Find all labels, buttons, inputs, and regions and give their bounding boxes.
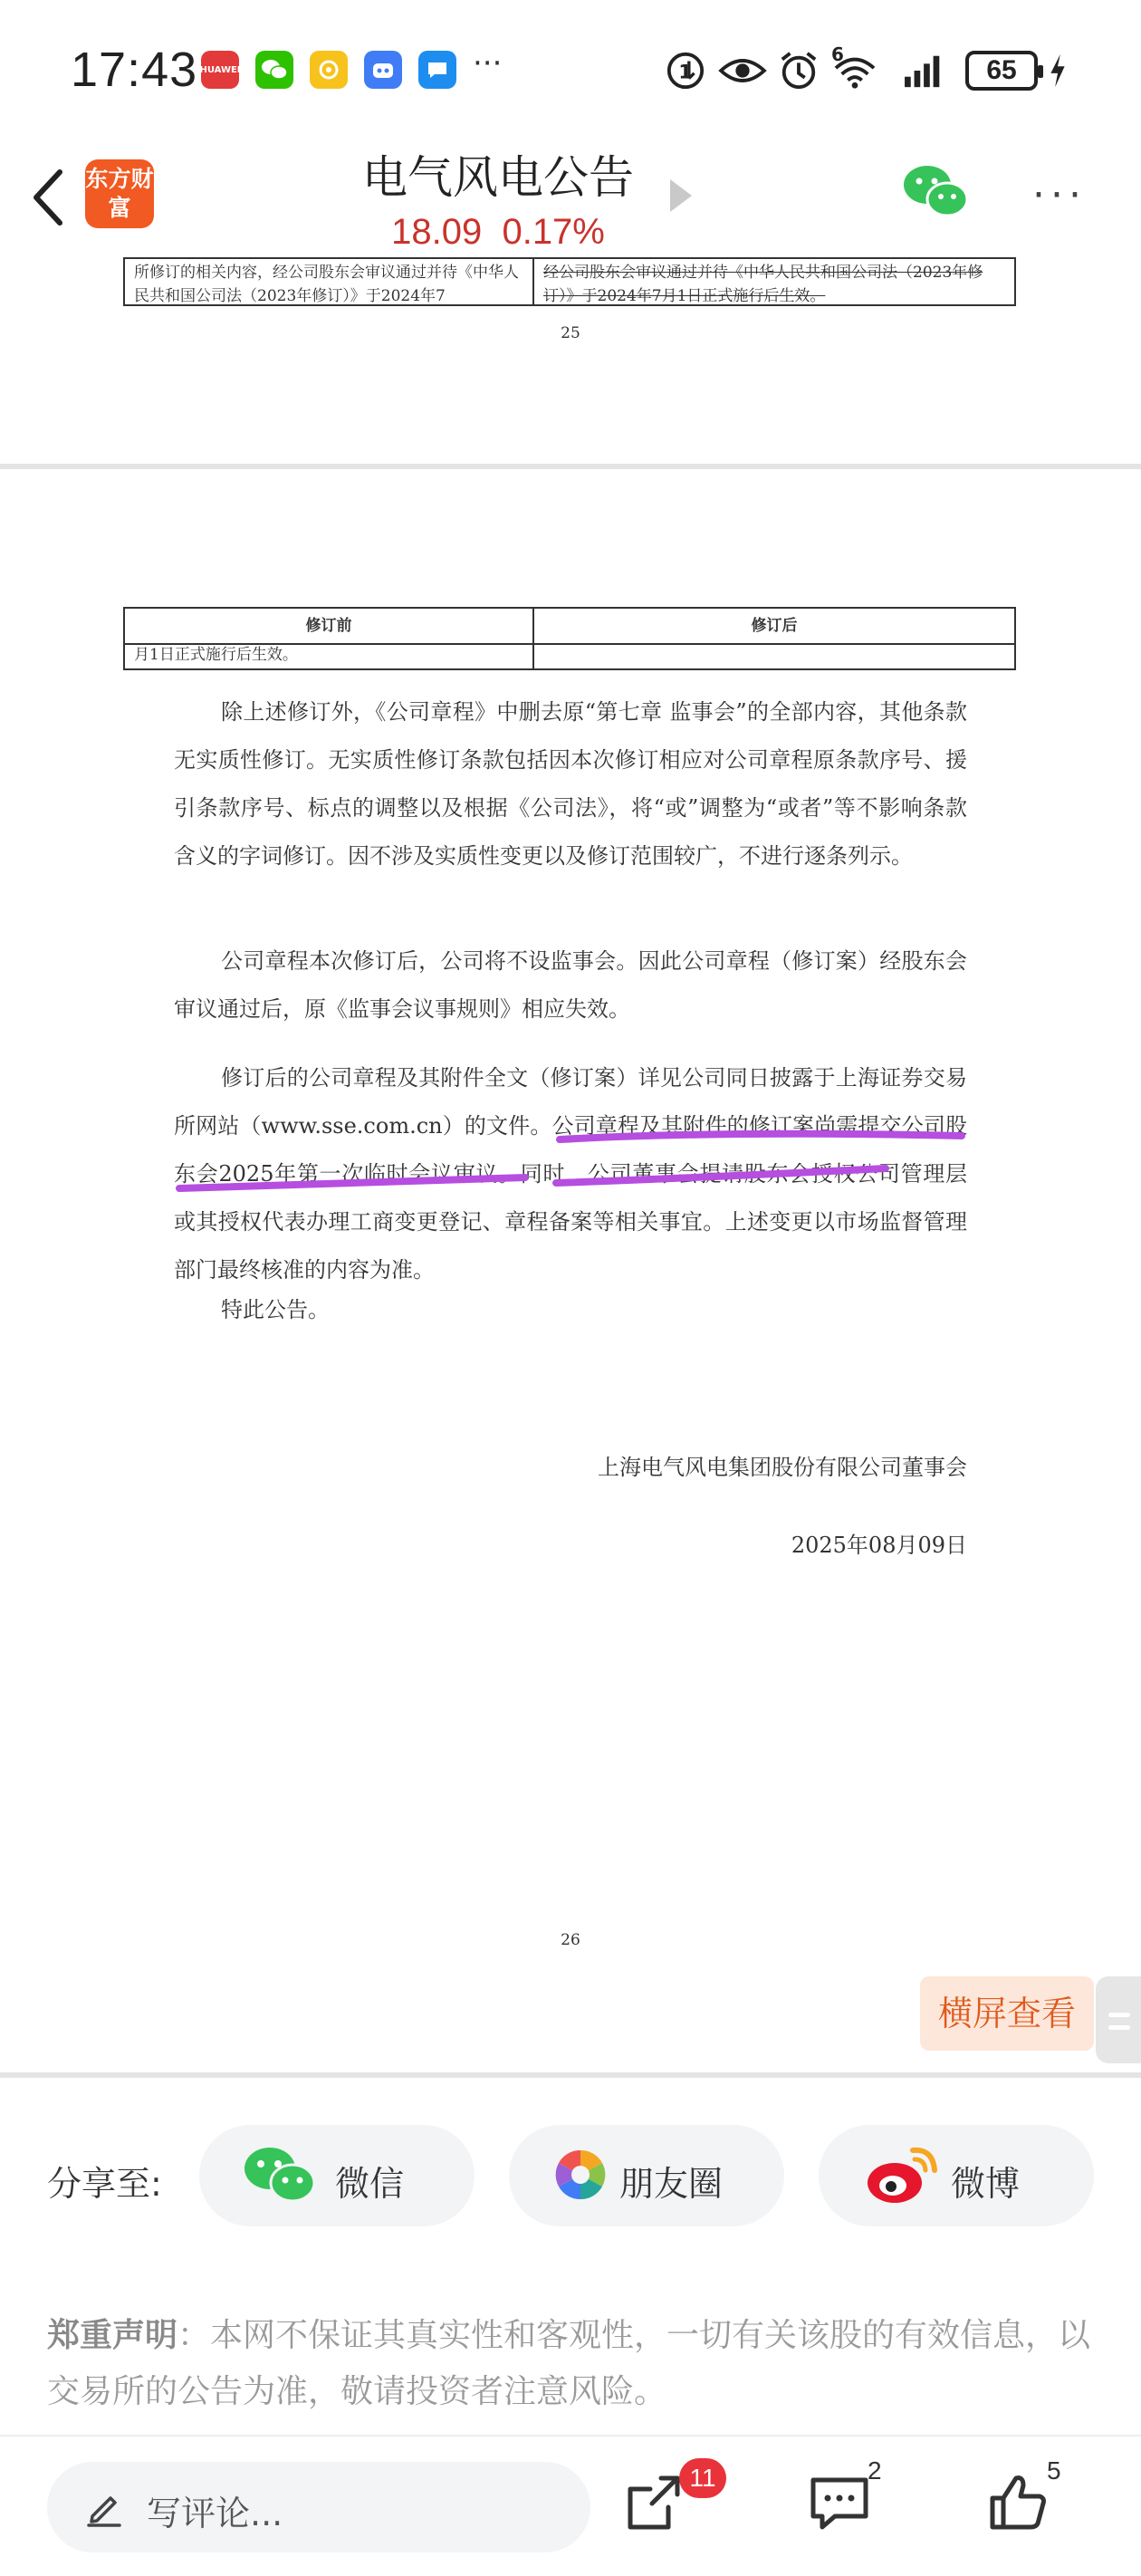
- battery-indicator: 65: [965, 51, 1038, 91]
- stock-title-block[interactable]: [326, 141, 670, 253]
- paragraph: 修订后的公司章程及其附件全文（修订案）详见公司同日披露于上海证券交易所网站（www.sse.com.cn）的文件。公司章程及其附件的修订案尚需提交公司股东会2025年第一次临时会议审议。同时，公司董事会提请股东会授权公司管理层或其授权代表办理工商变更登记、章程备案等相关事宜。上述变更以市场监督管理部门最终核准的内容为准。: [174, 1065, 967, 1283]
- share-moments-button[interactable]: [509, 2125, 784, 2226]
- page-divider: [0, 2072, 1141, 2078]
- table-cell-after: [534, 641, 1014, 670]
- back-arrow-icon[interactable]: [24, 161, 78, 234]
- app-header: [0, 136, 1141, 263]
- paragraph: 公司章程本次修订后，公司将不设监事会。因此公司章程（修订案）经股东会审议通过后，原《监事会议事规则》相应失效。: [174, 948, 967, 1022]
- like-count: 5: [1047, 2456, 1061, 2485]
- like-icon[interactable]: [987, 2471, 1050, 2534]
- wechat-app-icon: [255, 51, 293, 89]
- paragraph: 除上述修订外，《公司章程》中删去原“第七章 监事会”的全部内容，其他条款无实质性修订。无实质性修订条款包括因本次修订相应对公司章程原条款序号、援引条款序号、标点的调整以及根据《公司法》，将“或”调整为“或者”等不影响条款含义的字词修订。因不涉及实质性变更以及修订范围较广，不进行逐条列示。: [174, 699, 967, 869]
- announcement-date: 2025年08月09日: [791, 1533, 967, 1558]
- network-type-label: 6: [831, 43, 844, 65]
- side-drawer-handle[interactable]: [1096, 1976, 1141, 2063]
- quote-arrow-icon[interactable]: [670, 179, 692, 212]
- signature: 上海电气风电集团股份有限公司董事会: [598, 1455, 967, 1480]
- table-cell-after: 经公司股东会审议通过并待《中华人民共和国公司法（2023年修订）》于2024年7月1日正式施行后生效。: [543, 264, 983, 304]
- share-weibo-label: 微博: [951, 2164, 1021, 2204]
- charging-icon: [1047, 51, 1069, 91]
- comment-count: 2: [868, 2456, 882, 2485]
- more-notifications-icon: ···: [473, 45, 503, 82]
- status-time: 17:43: [71, 43, 198, 97]
- revision-table: [123, 607, 1016, 670]
- svg-text:1: 1: [678, 60, 692, 83]
- weibo-icon: [864, 2143, 940, 2206]
- bottom-action-bar: [0, 2435, 1141, 2576]
- table-header-after: 修订后: [751, 617, 798, 635]
- paragraph: 特此公告。: [221, 1297, 330, 1322]
- share-wechat-button[interactable]: [199, 2125, 475, 2226]
- more-menu-icon[interactable]: ···: [1032, 172, 1087, 218]
- share-wechat-label: 微信: [335, 2164, 405, 2204]
- revision-table-top: [123, 257, 1016, 306]
- moments-icon: [551, 2145, 610, 2205]
- message-app-icon: [418, 51, 456, 89]
- eastmoney-logo[interactable]: 东方财富: [85, 159, 154, 228]
- share-icon[interactable]: [621, 2471, 685, 2534]
- status-bar: [0, 0, 1141, 136]
- table-cell-before: 月1日正式施行后生效。: [134, 646, 298, 664]
- table-header-before: 修订前: [305, 617, 352, 635]
- page-divider: [0, 464, 1141, 469]
- alarm-icon: [777, 51, 820, 91]
- announcement-document[interactable]: [0, 263, 1141, 2079]
- disclaimer-title: 郑重声明: [47, 2317, 178, 2354]
- table-cell-before: 所修订的相关内容，经公司股东会审议通过并待《中华人民共和国公司法（2023年修订）》于2024年7: [134, 264, 519, 304]
- wechat-icon: [243, 2145, 317, 2205]
- stock-change: 0.17%: [502, 212, 605, 252]
- landscape-view-button[interactable]: 横屏查看: [920, 1976, 1094, 2051]
- data-saver-icon: [665, 51, 706, 91]
- stock-quote: [326, 212, 670, 253]
- comment-input[interactable]: [47, 2462, 590, 2552]
- share-count-badge: 11: [679, 2458, 726, 2498]
- photo-app-icon: [310, 51, 348, 89]
- share-weibo-button[interactable]: [819, 2125, 1094, 2226]
- wechat-share-icon[interactable]: [902, 163, 969, 221]
- share-row: [0, 2110, 1141, 2246]
- comment-icon[interactable]: [808, 2471, 871, 2534]
- share-moments-label: 朋友圈: [619, 2164, 724, 2204]
- stock-price: 18.09: [391, 212, 483, 252]
- page-title: 电气风电公告: [362, 151, 634, 204]
- huawei-app-icon: HUAWEI: [201, 51, 239, 89]
- robot-app-icon: [364, 51, 402, 89]
- signal-icon: [900, 51, 951, 91]
- comment-placeholder: 写评论...: [147, 2494, 283, 2533]
- disclaimer: [47, 2308, 1107, 2420]
- eye-icon: [717, 51, 768, 91]
- page-number: 25: [561, 324, 580, 342]
- pencil-icon: [83, 2487, 125, 2529]
- disclaimer-text: ：本网不保证其真实性和客观性，一切有关该股的有效信息，以交易所的公告为准，敬请投资者注意风险。: [47, 2317, 1091, 2410]
- page-number: 26: [561, 1931, 580, 1949]
- share-label: 分享至:: [47, 2164, 162, 2204]
